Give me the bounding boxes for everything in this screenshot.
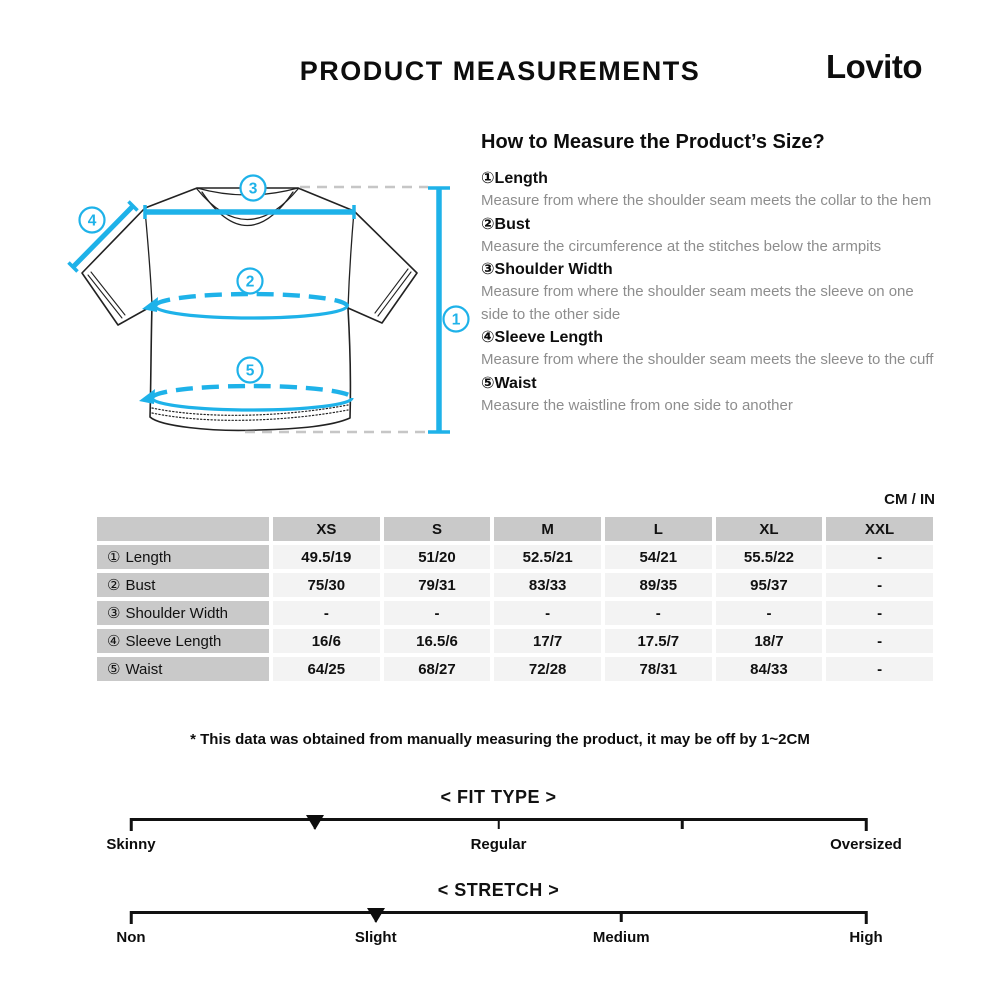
measurement-value-cell: - — [826, 601, 933, 625]
svg-text:1: 1 — [451, 311, 461, 329]
measurement-note: * This data was obtained from manually measuring the product, it may be off by 1~2CM — [190, 731, 810, 748]
fit-type-title: < FIT TYPE > — [440, 787, 557, 807]
measure-label: Shoulder Width — [494, 261, 613, 278]
scale-marker-icon — [367, 908, 385, 923]
table-row-sleeve-length — [97, 629, 933, 653]
measure-label: Waist — [494, 374, 537, 392]
measurement-value-cell: 72/28 — [494, 657, 601, 681]
measurement-value-cell: 16/6 — [273, 629, 380, 653]
page-title: PRODUCT MEASUREMENTS — [299, 56, 701, 86]
circled-number: ③ — [481, 261, 495, 278]
howto-item-bust — [481, 213, 936, 259]
scale-tick — [865, 911, 868, 924]
stretch-scale — [116, 880, 883, 952]
measurement-value-cell: 68/27 — [384, 657, 491, 681]
howto-section — [481, 131, 936, 417]
waist-arrow-icon — [139, 389, 155, 404]
fit-type-scale — [106, 787, 902, 859]
measurement-value-cell: - — [826, 629, 933, 653]
measurement-value-cell: 89/35 — [605, 573, 712, 597]
measurement-value-cell: 18/7 — [716, 629, 823, 653]
corner-header-cell — [97, 517, 269, 541]
measurement-value-cell: 83/33 — [494, 573, 601, 597]
measurement-value-cell: 64/25 — [273, 657, 380, 681]
measurement-value-cell: 55.5/22 — [716, 545, 823, 569]
circled-number: ④ — [481, 329, 495, 346]
size-column-header: L — [605, 517, 712, 541]
howto-item-sleeve-length — [481, 326, 936, 372]
measure-description: Measure the circumference at the stitches below the armpits — [481, 237, 882, 255]
fit-type-track — [131, 818, 866, 821]
measurement-row-label: ⑤ Waist — [97, 657, 269, 681]
table-row-bust — [97, 573, 933, 597]
marker-badge-4 — [80, 208, 105, 233]
scale-label: Oversized — [830, 836, 902, 853]
size-column-header: XS — [273, 517, 380, 541]
measurement-value-cell: 95/37 — [716, 573, 823, 597]
measurement-row-label: ③ Shoulder Width — [97, 601, 269, 625]
measurement-value-cell: - — [273, 601, 380, 625]
stretch-labels — [116, 929, 883, 949]
measurement-value-cell: - — [384, 601, 491, 625]
svg-text:2: 2 — [245, 273, 255, 291]
circled-number: ⑤ — [481, 374, 495, 392]
brand-logo: Lovito — [826, 48, 922, 85]
scale-marker-icon — [306, 815, 324, 830]
measurement-value-cell: - — [826, 657, 933, 681]
measurement-value-cell: 84/33 — [716, 657, 823, 681]
marker-badge-3 — [241, 176, 266, 201]
marker-badge-1 — [444, 307, 469, 332]
size-table — [93, 513, 937, 685]
stretch-track — [131, 911, 866, 914]
measurement-value-cell: 78/31 — [605, 657, 712, 681]
scale-tick — [681, 818, 684, 829]
scale-tick — [130, 911, 133, 924]
circled-number: ② — [481, 215, 495, 233]
measure-label: Length — [494, 170, 548, 187]
marker-badge-2 — [238, 269, 263, 294]
scale-label: Regular — [470, 836, 527, 853]
tshirt-measurement-diagram — [60, 158, 480, 463]
size-table-header-row — [97, 517, 933, 541]
howto-heading: How to Measure the Product’s Size? — [481, 131, 825, 153]
measurement-value-cell: - — [826, 573, 933, 597]
scale-label: Skinny — [106, 836, 156, 853]
scale-label: Non — [116, 929, 146, 946]
measurement-value-cell: 17.5/7 — [605, 629, 712, 653]
scale-tick — [620, 911, 623, 922]
size-column-header: XXL — [826, 517, 933, 541]
measurement-value-cell: - — [494, 601, 601, 625]
measurement-value-cell: 79/31 — [384, 573, 491, 597]
table-row-shoulder-width — [97, 601, 933, 625]
scale-tick — [865, 818, 868, 831]
measure-description: Measure from where the shoulder seam meets the collar to the hem — [481, 192, 932, 209]
marker-badge-5 — [238, 358, 263, 383]
measurement-value-cell: 52.5/21 — [494, 545, 601, 569]
measurement-value-cell: 54/21 — [605, 545, 712, 569]
howto-item-length — [481, 167, 936, 213]
shirt-outline — [82, 188, 417, 430]
measure-description: Measure from where the shoulder seam meets the sleeve to the cuff — [481, 351, 934, 368]
measurement-value-cell: 16.5/6 — [384, 629, 491, 653]
measurement-value-cell: - — [826, 545, 933, 569]
table-row-length — [97, 545, 933, 569]
measurement-value-cell: 75/30 — [273, 573, 380, 597]
scale-label: Medium — [592, 929, 650, 946]
measure-description: Measure from where the shoulder seam meets the sleeve on one side to the other side — [481, 283, 914, 323]
svg-text:3: 3 — [248, 180, 258, 198]
measurement-value-cell: 17/7 — [494, 629, 601, 653]
howto-item-shoulder-width — [481, 258, 936, 326]
stretch-title: < STRETCH > — [437, 880, 560, 900]
fit-type-labels — [106, 836, 902, 856]
unit-label: CM / IN — [884, 491, 935, 508]
measurement-value-cell: 51/20 — [384, 545, 491, 569]
size-column-header: XL — [716, 517, 823, 541]
size-column-header: M — [494, 517, 601, 541]
measurement-row-label: ② Bust — [97, 573, 269, 597]
scale-tick — [497, 818, 500, 829]
measure-label: Sleeve Length — [494, 329, 604, 346]
measurement-value-cell: - — [716, 601, 823, 625]
measurement-value-cell: - — [605, 601, 712, 625]
scale-label: High — [849, 929, 883, 946]
measurement-value-cell: 49.5/19 — [273, 545, 380, 569]
size-column-header: S — [384, 517, 491, 541]
circled-number: ① — [481, 170, 495, 187]
measure-label: Bust — [494, 215, 531, 233]
table-row-waist — [97, 657, 933, 681]
scale-tick — [130, 818, 133, 831]
scale-label: Slight — [354, 929, 397, 946]
howto-item-waist — [481, 372, 936, 418]
measurement-row-label: ① Length — [97, 545, 269, 569]
measurement-row-label: ④ Sleeve Length — [97, 629, 269, 653]
svg-text:4: 4 — [87, 212, 97, 230]
measure-description: Measure the waistline from one side to another — [481, 396, 793, 414]
svg-text:5: 5 — [245, 362, 255, 380]
